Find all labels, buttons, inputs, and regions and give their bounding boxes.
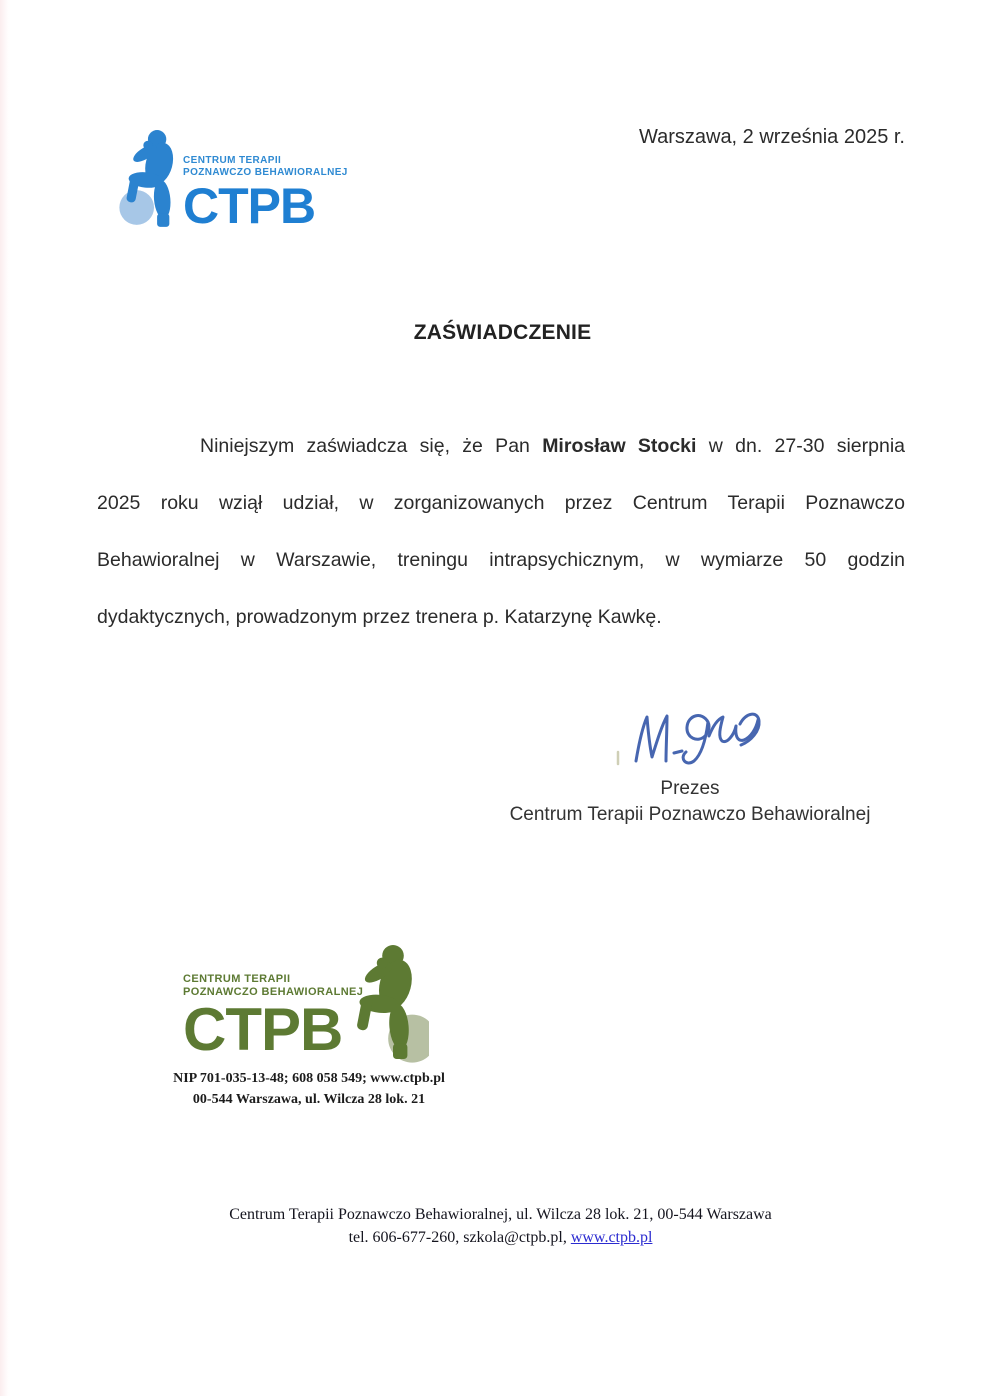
logo-name-line1: CENTRUM TERAPII [183,155,282,166]
footer-address-line: Centrum Terapii Poznawczo Behawioralnej, ul. Wilcza 28 lok. 21, 00-544 Warszawa [229,1206,772,1223]
body-line-1-pre: Niniejszym zaświadcza się, że Pan [200,435,543,457]
address-line: 00-544 Warszawa, ul. Wilcza 28 lok. 21 [192,1092,426,1107]
company-registration-info [139,1068,479,1110]
website-link[interactable]: www.ctpb.pl [570,1229,653,1246]
handwritten-signature [612,700,764,774]
body-line-4: dydaktycznych, prowadzonym przez trenera p. Katarzynę Kawkę. [97,606,662,628]
nip-line: NIP 701-035-13-48; 608 058 549; www.ctpb.pl [173,1071,445,1086]
logo-acronym: CTPB [183,178,316,234]
document-title: ZAŚWIADCZENIE [413,321,592,344]
signatory-role: Prezes [660,778,720,799]
recipient-name: Mirosław Stocki [542,435,697,457]
certificate-body [97,434,905,662]
footer-contact-text: tel. 606-677-260, szkola@ctpb.pl, [348,1229,571,1246]
ctpb-logo-blue [110,125,360,240]
scan-edge-artifact [0,0,11,1396]
ctpb-logo-green [180,943,460,1068]
logo-acronym: CTPB [183,996,343,1063]
logo-ball [119,190,154,225]
logo-name-line2: POZNAWCZO BEHAWIORALNEJ [183,986,364,998]
logo-name-line2: POZNAWCZO BEHAWIORALNEJ [183,167,348,178]
logo-name-line1: CENTRUM TERAPII [183,973,291,985]
body-line-1-post: w dn. 27-30 sierpnia [696,435,905,457]
thinker-icon [116,130,188,232]
date-line: Warszawa, 2 września 2025 r. [638,126,905,148]
footer-contact-line [2,1226,997,1249]
document-footer [2,1203,997,1249]
body-line-3: Behawioralnej w Warszawie, treningu intrapsychicznym, w wymiarze 50 godzin [97,549,905,571]
signature-strokes [636,714,759,763]
logo-text-block [183,973,364,1063]
logo-text-block [183,155,348,234]
signatory-organization: Centrum Terapii Poznawczo Behawioralnej [509,804,871,825]
body-line-1 [97,434,905,491]
body-line-2: 2025 roku wziął udział, w zorganizowanych przez Centrum Terapii Poznawczo [97,492,905,514]
